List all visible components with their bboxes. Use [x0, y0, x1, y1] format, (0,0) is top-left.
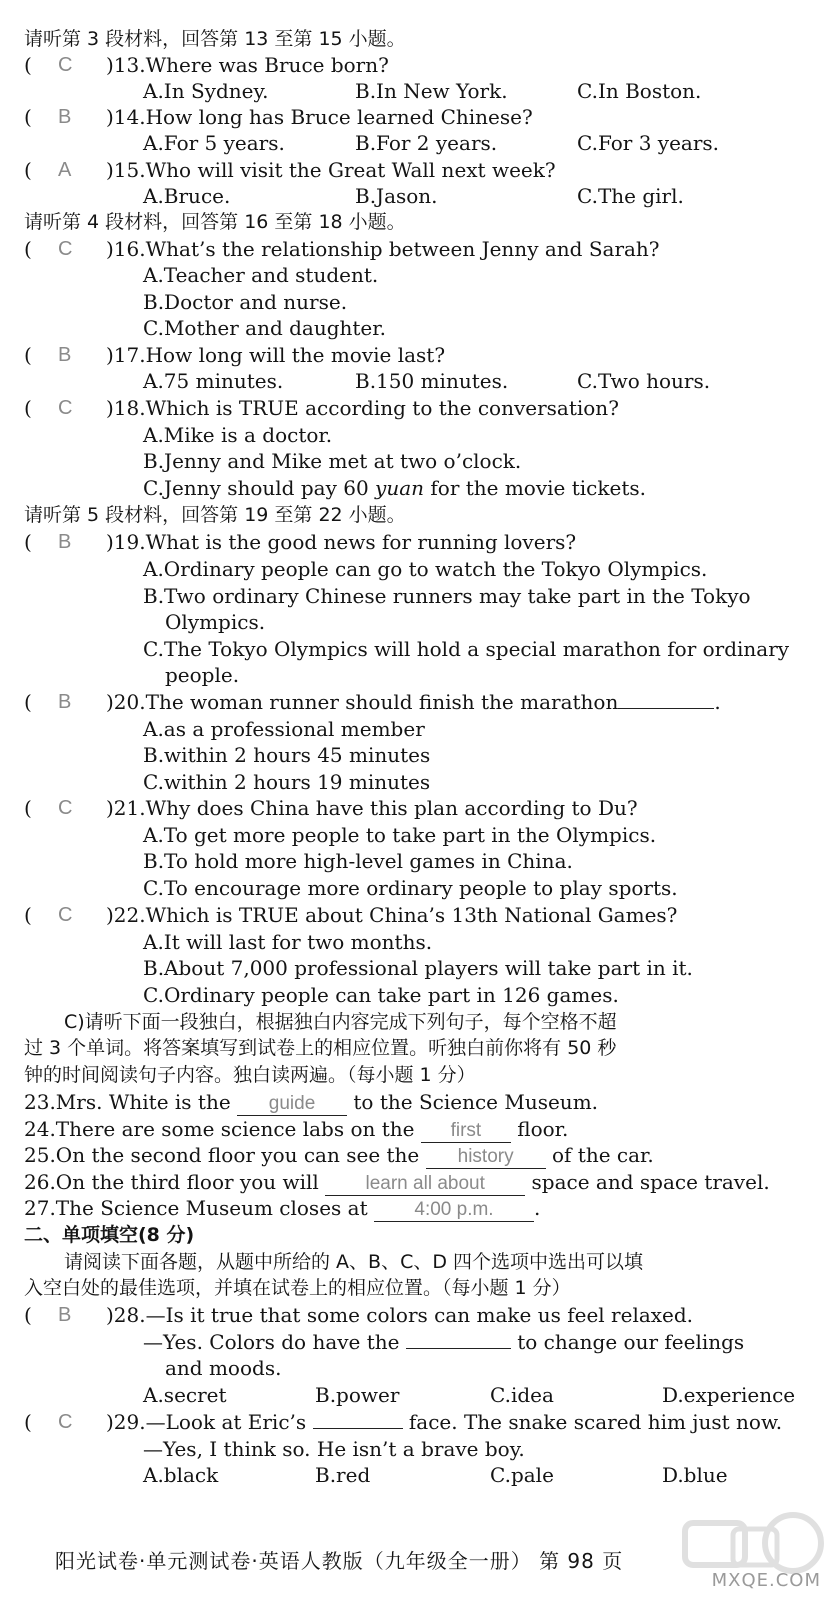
question-28 [0, 1302, 833, 1328]
answer-29: C [58, 1411, 73, 1433]
question-29-text [106, 1409, 782, 1435]
option-c: C.For 3 years. [577, 131, 720, 155]
question-18-text: )18.Which is TRUE according to the conversation? [106, 396, 619, 420]
question-27 [24, 1195, 540, 1221]
question-26-text-end: space and space travel. [531, 1170, 770, 1194]
question-24 [24, 1116, 568, 1142]
question-22-text: )22.Which is TRUE about China’s 13th National Games? [106, 903, 678, 927]
question-14 [0, 104, 833, 130]
question-20-text [106, 689, 721, 715]
question-25-text: 25.On the second floor you can see the [24, 1143, 420, 1167]
option-b: B.power [315, 1383, 400, 1407]
option-c-cont: people. [165, 663, 240, 687]
question-26 [24, 1169, 770, 1195]
option-a: A.secret [143, 1383, 227, 1407]
question-24-text: 24.There are some science labs on the [24, 1117, 415, 1141]
question-20 [0, 689, 833, 715]
question-28-line-2 [143, 1329, 744, 1355]
question-28-text-2-end: to change our feelings [517, 1330, 745, 1354]
answer-17: B [58, 344, 72, 366]
question-22 [0, 902, 833, 928]
option-b: B.Doctor and nurse. [143, 290, 348, 314]
option-b: B.within 2 hours 45 minutes [143, 743, 431, 767]
answer-paren: ( [24, 343, 32, 367]
answer-paren: ( [24, 903, 32, 927]
answer-19: B [58, 531, 72, 553]
question-27-text-end: . [533, 1196, 541, 1220]
watermark-text: MXQE.COM [711, 1570, 821, 1591]
option-b-cont: Olympics. [165, 610, 266, 634]
question-29-stem-end: face. The snake scared him just now. [408, 1410, 783, 1434]
question-17-options [0, 368, 833, 394]
option-b: B.Two ordinary Chinese runners may take part in the Tokyo [143, 584, 751, 608]
answer-paren: ( [24, 1410, 32, 1434]
option-a: A.Teacher and student. [143, 263, 379, 287]
option-b: B.150 minutes. [355, 369, 509, 393]
question-29 [0, 1409, 833, 1435]
answer-15: A [58, 159, 72, 181]
section-5-instruction: 请听第 5 段材料，回答第 19 至第 22 小题。 [24, 504, 406, 526]
option-a: A.It will last for two months. [143, 930, 433, 954]
question-27-text: 27.The Science Museum closes at [24, 1196, 368, 1220]
answer-paren: ( [24, 237, 32, 261]
answer-21: C [58, 797, 73, 819]
question-20-end: . [714, 690, 721, 714]
answer-16: C [58, 238, 73, 260]
option-c-text-end: for the movie tickets. [424, 476, 646, 500]
question-17 [0, 342, 833, 368]
answer-blank [313, 1428, 403, 1429]
question-14-text: )14.How long has Bruce learned Chinese? [106, 105, 533, 129]
option-b: B.In New York. [355, 79, 508, 103]
answer-25: history [426, 1146, 546, 1169]
question-19-text: )19.What is the good news for running lovers? [106, 530, 577, 554]
option-a: A.Bruce. [143, 184, 231, 208]
answer-paren: ( [24, 105, 32, 129]
option-b: B.Jenny and Mike met at two o’clock. [143, 449, 522, 473]
option-c: C.pale [490, 1463, 554, 1487]
option-a: A.black [143, 1463, 219, 1487]
question-29-stem: )29.—Look at Eric’s [106, 1410, 307, 1434]
question-16-text: )16.What’s the relationship between Jenny and Sarah? [106, 237, 660, 261]
question-28-line-3: and moods. [165, 1356, 282, 1380]
question-29-line-2: —Yes, I think so. He isn’t a brave boy. [143, 1437, 525, 1461]
answer-blank [618, 708, 714, 709]
question-18 [0, 395, 833, 421]
option-a: A.Ordinary people can go to watch the Tokyo Olympics. [143, 557, 708, 581]
option-c: C.To encourage more ordinary people to play sports. [143, 876, 678, 900]
question-25 [24, 1142, 654, 1168]
answer-23: guide [237, 1093, 347, 1116]
answer-26: learn all about [325, 1173, 525, 1196]
question-17-text: )17.How long will the movie last? [106, 343, 446, 367]
option-a: A.To get more people to take part in the Olympics. [143, 823, 657, 847]
option-a: A.In Sydney. [143, 79, 269, 103]
question-29-options [0, 1462, 833, 1488]
answer-blank [406, 1348, 511, 1349]
option-c [143, 475, 646, 501]
option-b: B.For 2 years. [355, 131, 498, 155]
question-21 [0, 795, 833, 821]
part-c-instruction-line-3: 钟的时间阅读句子内容。独白读两遍。（每小题 1 分） [24, 1064, 476, 1086]
option-b: B.Jason. [355, 184, 438, 208]
option-d: D.experience [662, 1383, 796, 1407]
page-footer: 阳光试卷·单元测试卷·英语人教版（九年级全一册） 第 98 页 [55, 1549, 624, 1573]
question-28-text: )28.—Is it true that some colors can make us feel relaxed. [106, 1303, 694, 1327]
option-c: C.within 2 hours 19 minutes [143, 770, 431, 794]
option-d: D.blue [662, 1463, 728, 1487]
option-a: A.Mike is a doctor. [143, 423, 333, 447]
part-2-instruction-line-1: 请阅读下面各题，从题中所给的 A、B、C、D 四个选项中选出可以填 [64, 1251, 644, 1273]
question-15-text: )15.Who will visit the Great Wall next week? [106, 158, 556, 182]
answer-24: first [421, 1120, 511, 1143]
section-3-instruction: 请听第 3 段材料，回答第 13 至第 15 小题。 [24, 28, 406, 50]
section-4-instruction: 请听第 4 段材料，回答第 16 至第 18 小题。 [24, 211, 406, 233]
question-25-text-end: of the car. [551, 1143, 654, 1167]
option-b: B.To hold more high-level games in China. [143, 849, 573, 873]
question-28-options [0, 1382, 833, 1408]
answer-28: B [58, 1304, 72, 1326]
option-c: C.Two hours. [577, 369, 711, 393]
question-14-options [0, 130, 833, 156]
answer-paren: ( [24, 1303, 32, 1327]
answer-paren: ( [24, 796, 32, 820]
answer-paren: ( [24, 53, 32, 77]
option-c: C.Mother and daughter. [143, 316, 386, 340]
part-2-instruction-line-2: 入空白处的最佳选项，并填在试卷上的相应位置。（每小题 1 分） [24, 1277, 571, 1299]
answer-paren: ( [24, 690, 32, 714]
question-13-options [0, 78, 833, 104]
part-c-instruction-line-1: C)请听下面一段独白，根据独白内容完成下列句子，每个空格不超 [64, 1011, 617, 1033]
option-c: C.The girl. [577, 184, 684, 208]
question-23-text-end: to the Science Museum. [353, 1090, 599, 1114]
option-c: C.Ordinary people can take part in 126 games. [143, 983, 619, 1007]
answer-14: B [58, 106, 72, 128]
option-c: C.In Boston. [577, 79, 702, 103]
part-2-title: 二、单项填空(8 分) [24, 1224, 195, 1246]
question-16 [0, 236, 833, 262]
answer-27: 4:00 p.m. [374, 1199, 534, 1222]
part-c-instruction-line-2: 过 3 个单词。将答案填写到试卷上的相应位置。听独白前你将有 50 秒 [24, 1037, 617, 1059]
answer-paren: ( [24, 530, 32, 554]
question-23-text: 23.Mrs. White is the [24, 1090, 231, 1114]
question-23 [24, 1089, 598, 1115]
answer-paren: ( [24, 158, 32, 182]
question-13-text: )13.Where was Bruce born? [106, 53, 389, 77]
option-c: C.idea [490, 1383, 554, 1407]
answer-22: C [58, 904, 73, 926]
answer-18: C [58, 397, 73, 419]
question-21-text: )21.Why does China have this plan according to Du? [106, 796, 638, 820]
question-20-stem: )20.The woman runner should finish the marathon [106, 690, 619, 714]
option-b: B.About 7,000 professional players will take part in it. [143, 956, 693, 980]
question-13 [0, 52, 833, 78]
answer-paren: ( [24, 396, 32, 420]
question-26-text: 26.On the third floor you will [24, 1170, 319, 1194]
question-15-options [0, 183, 833, 209]
option-c-italic: yuan [375, 476, 425, 500]
question-28-text-2: —Yes. Colors do have the [143, 1330, 400, 1354]
answer-13: C [58, 54, 73, 76]
option-a: A.75 minutes. [143, 369, 284, 393]
answer-20: B [58, 691, 72, 713]
option-b: B.red [315, 1463, 371, 1487]
option-a: A.For 5 years. [143, 131, 285, 155]
option-c: C.The Tokyo Olympics will hold a special marathon for ordinary [143, 637, 790, 661]
question-15 [0, 157, 833, 183]
question-24-text-end: floor. [517, 1117, 569, 1141]
option-a: A.as a professional member [143, 717, 425, 741]
question-19 [0, 529, 833, 555]
option-c-text: C.Jenny should pay 60 [143, 476, 376, 500]
